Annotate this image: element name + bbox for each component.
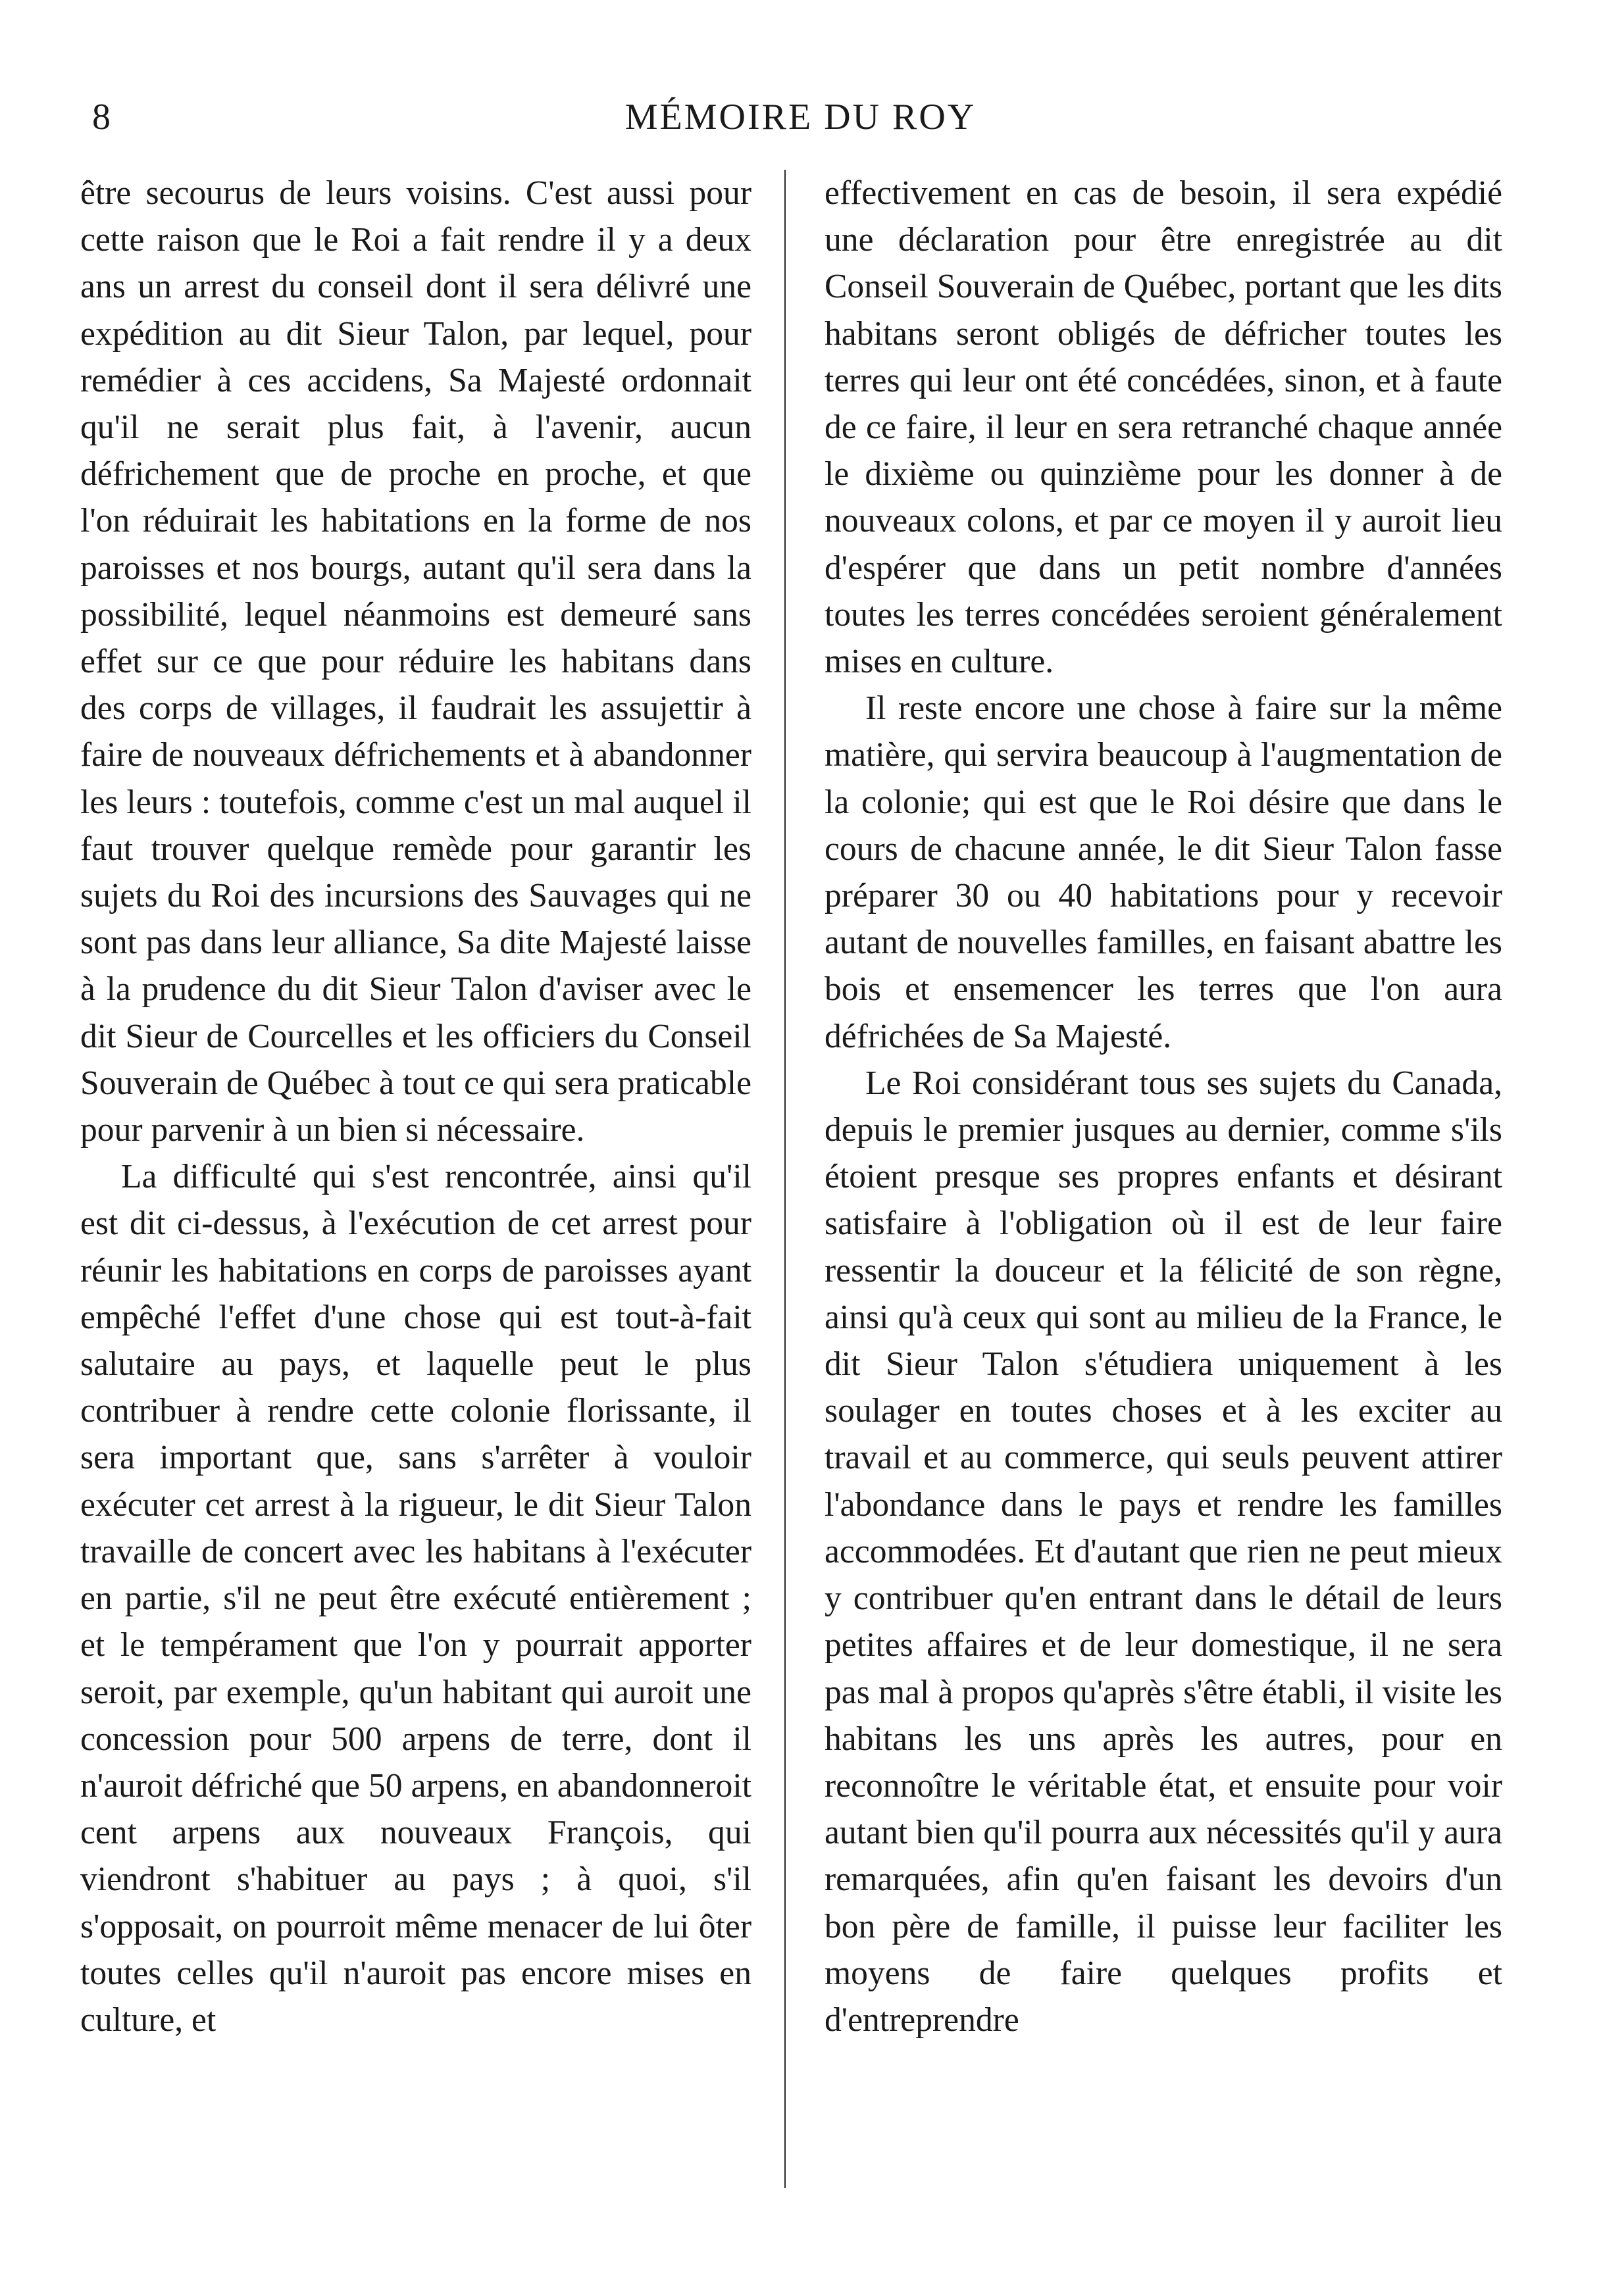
column-divider [784,170,786,2188]
left-paragraph-1: être secourus de leurs voisins. C'est aussi pour cette raison que le Roi a fait rendre il y a deux ans un arrest du conseil dont il sera délivré une expédition au dit Sieur Talon, par lequel, pour remédier à ces accidens, Sa Majesté ordonnait qu'il ne serait plus fait, à l'avenir, aucun défrichement que de proche en proche, et que l'on réduirait les habitations en la forme de nos paroisses et nos bourgs, autant qu'il sera dans la possibilité, lequel néanmoins est demeuré sans effet sur ce que pour réduire les habitans dans des corps de villages, il faudrait les assujettir à faire de nouveaux défrichements et à abandonner les leurs : toutefois, comme c'est un mal auquel il faut trouver quelque remède pour garantir les sujets du Roi des incursions des Sauvages qui ne sont pas dans leur alliance, Sa dite Majesté laisse à la prudence du dit Sieur Talon d'aviser avec le dit Sieur de Courcelles et les officiers du Conseil Souverain de Québec à tout ce qui sera praticable pour parvenir à un bien si nécessaire. [80,174,751,1149]
right-paragraph-3: Le Roi considérant tous ses sujets du Canada, depuis le premier jusques au dernier, comme s'ils étoient presque ses propres enfants et désirant satisfaire à l'obligation où il est de leur faire ressentir la douceur et la félicité de son règne, ainsi qu'à ceux qui sont au milieu de la France, le dit Sieur Talon s'étudiera uniquement à les soulager en toutes choses et à les exciter au travail et au commerce, qui seuls peuvent attirer l'abondance dans le pays et rendre les familles accommodées. Et d'autant que rien ne peut mieux y contribuer qu'en entrant dans le détail de leurs petites affaires et de leur domestique, il ne sera pas mal à propos qu'après s'être établi, il visite les habitans les uns après les autres, pour en reconnoître le véritable état, et ensuite pour voir autant bien qu'il pourra aux nécessités qu'il y aura remarquées, afin qu'en faisant les devoirs d'un bon père de famille, il puisse leur faciliter les moyens de faire quelques profits et d'entreprendre [825,1064,1502,2039]
page-number: 8 [92,97,111,137]
left-paragraph-2: La difficulté qui s'est rencontrée, ainsi qu'il est dit ci-dessus, à l'exécution de cet arrest pour réunir les habitations en corps de paroisses ayant empêché l'effet d'une chose qui est tout-à-fait salutaire au pays, et laquelle peut le plus contribuer à rendre cette colonie florissante, il sera important que, sans s'arrêter à vouloir exécuter cet arrest à la rigueur, le dit Sieur Talon travaille de concert avec les habitans à l'exécuter en partie, s'il ne peut être exécuté entièrement ; et le tempérament que l'on y pourrait apporter seroit, par exemple, qu'un habitant qui auroit une concession pour 500 arpens de terre, dont il n'auroit défriché que 50 arpens, en abandonneroit cent arpens aux nouveaux François, qui viendront s'habituer au pays ; à quoi, s'il s'opposait, on pourroit même menacer de lui ôter toutes celles qu'il n'auroit pas encore mises en culture, et [80,1158,751,2039]
right-paragraph-1: effectivement en cas de besoin, il sera expédié une déclaration pour être enregistrée au dit Conseil Souverain de Québec, portant que les dits habitans seront obligés de défricher toutes les terres qui leur ont été concédées, sinon, et à faute de ce faire, il leur en sera retranché chaque année le dixième ou quinzième pour les donner à de nouveaux colons, et par ce moyen il y auroit lieu d'espérer que dans un petit nombre d'années toutes les terres concédées seroient généralement mises en culture. [825,174,1502,681]
right-paragraph-2: Il reste encore une chose à faire sur la même matière, qui servira beaucoup à l'augmentation de la colonie; qui est que le Roi désire que dans le cours de chacune année, le dit Sieur Talon fasse préparer 30 ou 40 habitations pour y recevoir autant de nouvelles familles, en faisant abattre les bois et ensemencer les terres que l'on aura défrichées de Sa Majesté. [825,689,1502,1055]
left-column [80,170,751,2043]
right-column [825,170,1502,2043]
running-title: MÉMOIRE DU ROY [624,97,977,137]
